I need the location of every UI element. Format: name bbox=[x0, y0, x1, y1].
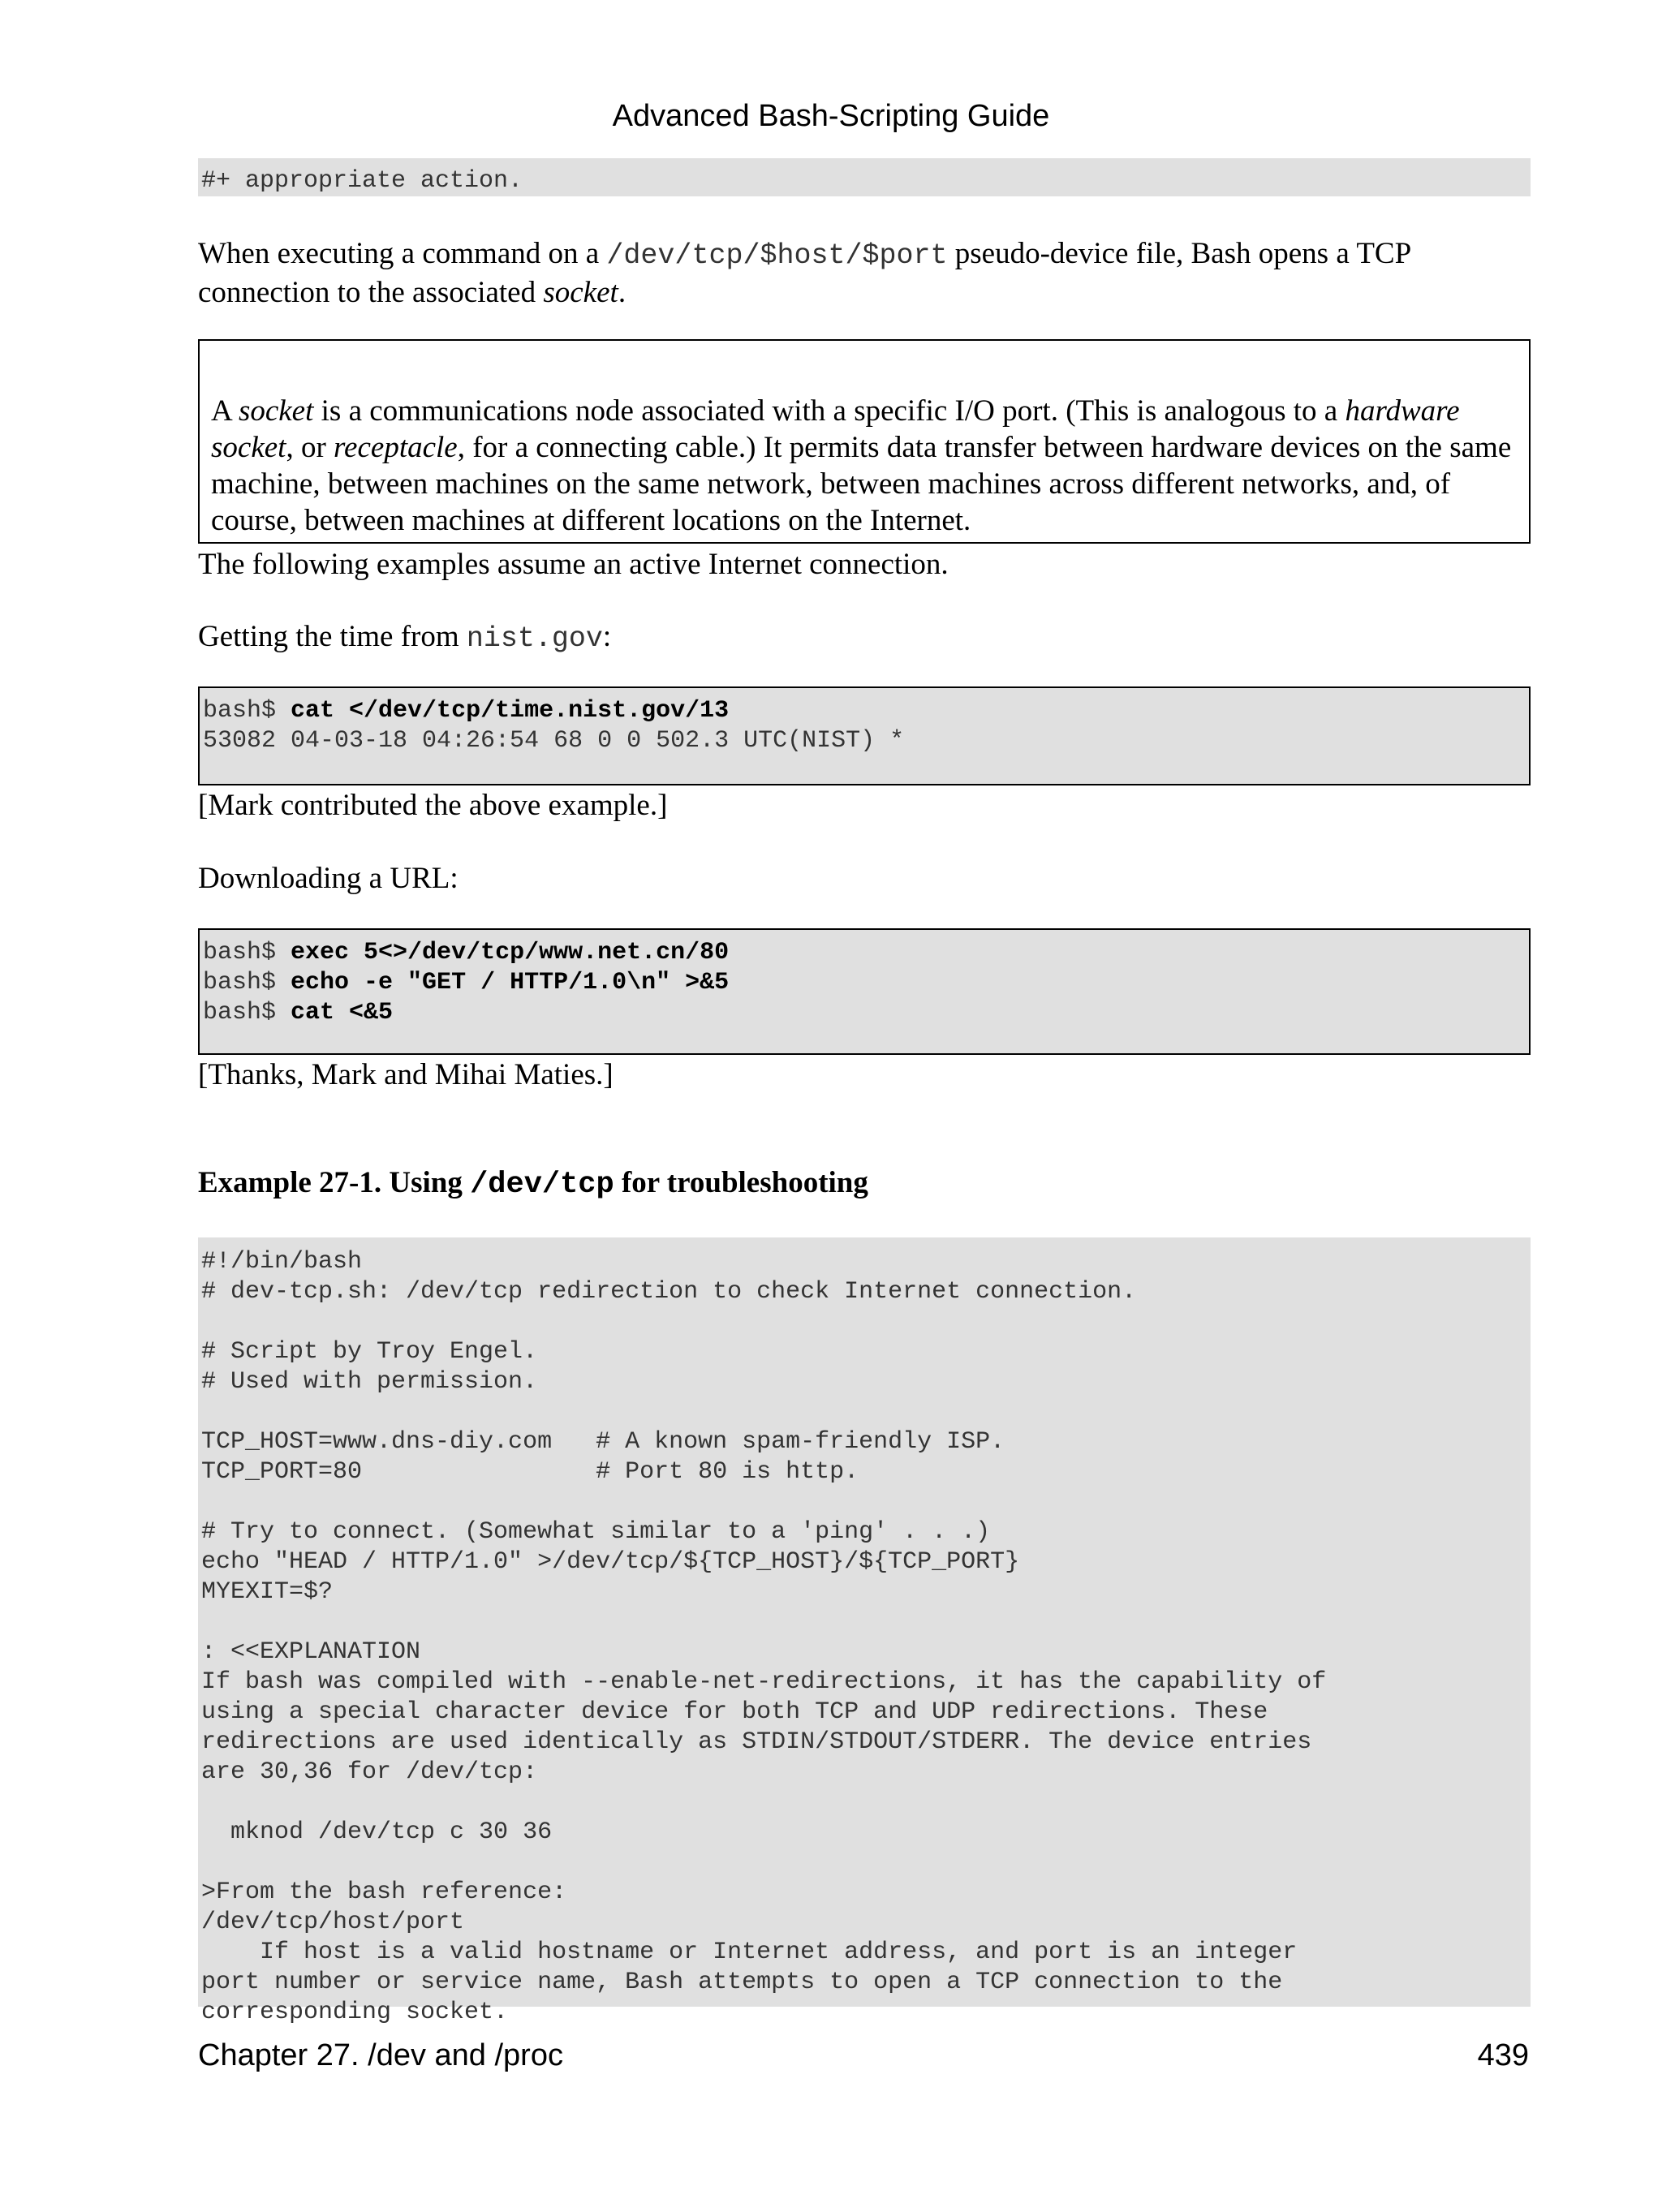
program-listing bbox=[198, 1237, 1531, 2026]
example-path: /dev/tcp bbox=[470, 1168, 614, 1202]
prompt: bash$ bbox=[203, 969, 291, 996]
screen-line-2 bbox=[203, 968, 1526, 998]
screen-line-3 bbox=[203, 998, 1526, 1028]
screen-example-time bbox=[198, 686, 1531, 785]
screen-output: 53082 04-03-18 04:26:54 68 0 0 502.3 UTC(NIST) * bbox=[203, 727, 905, 755]
command: echo -e "GET / HTTP/1.0\n" >&5 bbox=[291, 969, 730, 996]
screen-line-1 bbox=[203, 696, 1526, 726]
example-label: Example 27-1. Using bbox=[198, 1166, 471, 1199]
getting-time-text: Getting the time from bbox=[198, 620, 467, 653]
footer-page-number: 439 bbox=[1477, 2038, 1529, 2072]
note-receptacle-term: receptacle bbox=[334, 431, 458, 464]
code-fragment bbox=[198, 158, 1531, 196]
intro-text-3: . bbox=[618, 276, 626, 309]
note-hardware-socket-term: hardware socket bbox=[211, 394, 1460, 464]
device-path: /dev/tcp/$host/$port bbox=[606, 239, 948, 272]
nist-host: nist.gov bbox=[466, 622, 603, 655]
command: exec 5<>/dev/tcp/www.net.cn/80 bbox=[291, 939, 730, 966]
intro-paragraph bbox=[198, 235, 1529, 311]
prompt: bash$ bbox=[203, 939, 291, 966]
credit-thanks: [Thanks, Mark and Mihai Maties.] bbox=[198, 1058, 614, 1091]
intro-text-1: When executing a command on a bbox=[198, 237, 607, 270]
note-text-b: is a communications node associated with a specific I/O port. (This is analogous to a bbox=[313, 394, 1346, 428]
screen-example-download bbox=[198, 928, 1531, 1055]
screen-line-1 bbox=[203, 938, 1526, 968]
example-rest: for troubleshooting bbox=[614, 1166, 868, 1199]
code-line: #+ appropriate action. bbox=[201, 167, 523, 195]
command: cat <&5 bbox=[291, 999, 394, 1026]
prompt: bash$ bbox=[203, 697, 291, 725]
note-text-c: , or bbox=[286, 431, 334, 464]
note-box bbox=[198, 339, 1531, 544]
note-socket-term: socket bbox=[238, 394, 314, 428]
socket-term: socket bbox=[543, 276, 618, 309]
assumption-paragraph: The following examples assume an active Internet connection. bbox=[198, 548, 949, 581]
note-text-d: , for a connecting cable.) It permits data transfer between hardware devices on the same machine, between machines on the same network, between machines across different networks, and, of course, between machines at different locations on the Internet. bbox=[211, 431, 1512, 537]
download-label: Downloading a URL: bbox=[198, 862, 459, 895]
getting-time-colon: : bbox=[602, 620, 612, 653]
getting-time-paragraph bbox=[198, 618, 1529, 657]
command: cat </dev/tcp/time.nist.gov/13 bbox=[291, 697, 730, 725]
credit-mark: [Mark contributed the above example.] bbox=[198, 789, 668, 822]
listing-code: #!/bin/bash # dev-tcp.sh: /dev/tcp redirection to check Internet connection. # Script by Troy Engel. # Used with permission. TCP_HOST=www.dns-diy.com # A known spam-friendly ISP. TCP_PORT=80 # Port 80 is http. # Try to connect. (Somewhat similar to a 'ping' . . .) echo "HEAD / HTTP/1.0" >/dev/tcp/${TCP_HOST}/${TCP_PORT} MYEXIT=$? : <<EXPLANATION If bash was compiled with --enable-net-redirections, it has the capability of using a special character device for both TCP and UDP redirections. These redirections are used identically as STDIN/STDOUT/STDERR. The device entries are 30,36 for /dev/tcp: mknod /dev/tcp c 30 36 >From the bash reference: /dev/tcp/host/port If host is a valid hostname or Internet address, and port is an integer port number or service name, Bash attempts to open a TCP connection to the corresponding socket. bbox=[201, 1248, 1327, 2026]
example-title bbox=[198, 1165, 868, 1202]
intro-text-2: pseudo-device file, Bash opens a TCP connection to the associated bbox=[198, 237, 1410, 309]
prompt: bash$ bbox=[203, 999, 291, 1026]
footer-chapter: Chapter 27. /dev and /proc bbox=[198, 2038, 563, 2072]
note-text-a: A bbox=[211, 394, 239, 428]
running-header: Advanced Bash-Scripting Guide bbox=[612, 99, 1050, 133]
